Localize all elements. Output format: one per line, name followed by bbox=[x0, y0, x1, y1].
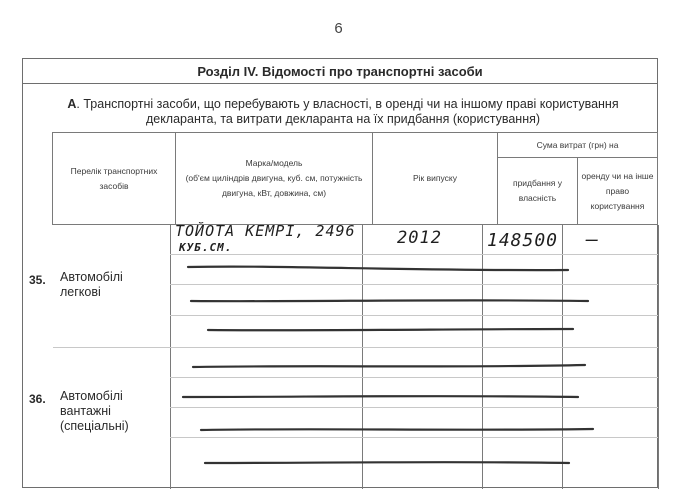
header-year: Рік випуску bbox=[373, 133, 498, 225]
header-vehicle-list: Перелік транспортних засобів bbox=[53, 133, 176, 225]
strike-through-strokes bbox=[23, 59, 659, 489]
strike-line bbox=[205, 462, 569, 463]
section-title: Розділ IV. Відомості про транспортні засоби bbox=[23, 59, 657, 84]
row-number-35: 35. bbox=[29, 273, 46, 287]
strike-line bbox=[183, 396, 578, 397]
header-rent: оренду чи на інше право користування bbox=[578, 158, 658, 225]
strike-line bbox=[201, 429, 593, 430]
header-expense-sum: Сума витрат (грн) на bbox=[498, 133, 658, 158]
handwritten-year: 2012 bbox=[397, 228, 442, 248]
strike-line bbox=[208, 329, 573, 330]
handwritten-rent-dash: — bbox=[586, 227, 600, 251]
handwritten-purchase-amount: 148500 bbox=[487, 230, 559, 251]
row-number-36: 36. bbox=[29, 392, 46, 406]
handwritten-engine-volume: КУБ.СМ. bbox=[179, 241, 233, 254]
strike-line bbox=[188, 267, 568, 271]
page-number: 6 bbox=[334, 20, 343, 37]
section-frame bbox=[22, 58, 658, 488]
subsection-text: . Транспортні засоби, що перебувають у власності, в оренді чи на іншому праві користування декларанта, та витрати декларанта на їх придбання (користування) bbox=[76, 97, 619, 126]
header-brand-detail: (об'єм циліндрів двигуна, куб. см, потужність двигуна, кВт, довжина, см) bbox=[185, 173, 363, 198]
row-label-trucks: Автомобілі вантажні (спеціальні) bbox=[60, 389, 129, 433]
row-label-passenger-cars: Автомобілі легкові bbox=[60, 270, 123, 299]
subsection-letter: А bbox=[67, 97, 77, 111]
handwritten-brand-model: ТОЙОТА КЕМРІ, 2496 bbox=[175, 222, 356, 240]
header-brand-title: Марка/модель bbox=[245, 158, 303, 168]
strike-line bbox=[193, 365, 585, 367]
header-purchase: придбання у власність bbox=[498, 158, 578, 225]
strike-line bbox=[191, 300, 588, 301]
